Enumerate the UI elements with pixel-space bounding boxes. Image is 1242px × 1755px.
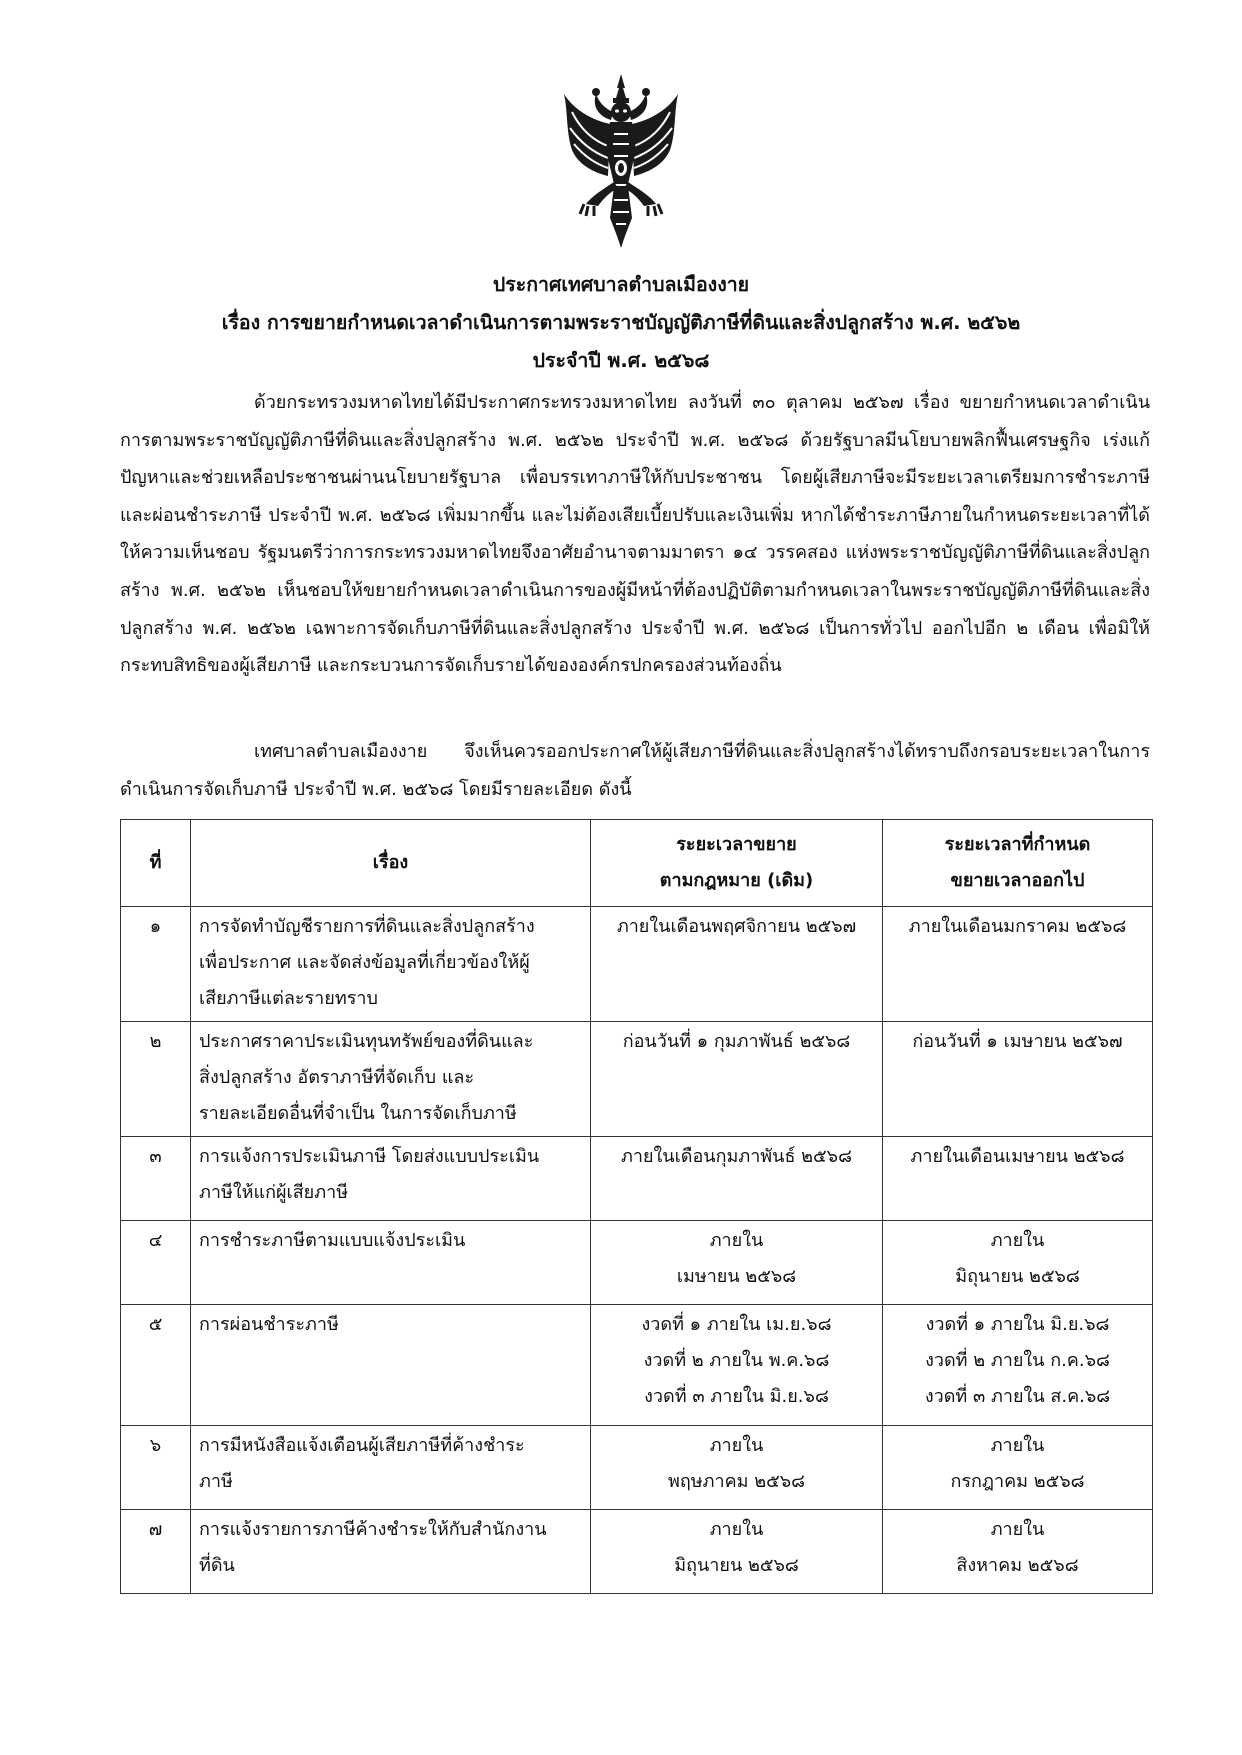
- row-original-line: ภายในเดือนกุมภาพันธ์ ๒๕๖๘: [621, 1146, 852, 1167]
- row-topic: [191, 1022, 591, 1137]
- table-row: [121, 1022, 1153, 1137]
- header-original-period: [591, 820, 883, 907]
- row-original-line: พฤษภาคม ๒๕๖๘: [667, 1471, 806, 1492]
- row-topic: [191, 907, 591, 1022]
- row-original-period: [591, 1510, 883, 1594]
- row-number: ๔: [121, 1221, 191, 1305]
- row-topic: [191, 1221, 591, 1305]
- row-extended-period: [883, 1305, 1153, 1426]
- row-original-period: [591, 1022, 883, 1137]
- body-paragraph-1: [120, 384, 1150, 729]
- row-topic-line: การแจ้งการประเมินภาษี โดยส่งแบบประเมิน: [199, 1146, 540, 1167]
- row-extended-line: กรกฎาคม ๒๕๖๘: [950, 1471, 1085, 1492]
- row-extended-line: งวดที่ ๒ ภายใน ก.ค.๖๘: [925, 1350, 1110, 1371]
- row-topic-line: เสียภาษีแต่ละรายทราบ: [199, 988, 378, 1009]
- row-topic-line: ประกาศราคาประเมินทุนทรัพย์ของที่ดินและ: [199, 1031, 534, 1052]
- announcement-year: ประจำปี พ.ศ. ๒๕๖๘: [532, 349, 710, 372]
- row-topic-line: การจัดทำบัญชีรายการที่ดินและสิ่งปลูกสร้าง: [199, 916, 535, 937]
- schedule-table: [120, 819, 1153, 1594]
- row-extended-period: [883, 1022, 1153, 1137]
- row-original-period: [591, 1221, 883, 1305]
- header-extended-line-2: ขยายเวลาออกไป: [950, 870, 1085, 891]
- header-no: ที่: [121, 820, 191, 907]
- row-topic-line: รายละเอียดอื่นที่จำเป็น ในการจัดเก็บภาษี: [199, 1103, 517, 1124]
- header-extended-line-1: ระยะเวลาที่กำหนด: [944, 834, 1091, 855]
- row-original-period: [591, 1305, 883, 1426]
- table-row: [121, 1221, 1153, 1305]
- table-row: [121, 1137, 1153, 1221]
- row-original-line: ภายใน: [709, 1230, 764, 1251]
- row-original-line: ภายในเดือนพฤศจิกายน ๒๕๖๗: [616, 916, 857, 937]
- row-topic-line: ภาษี: [199, 1471, 233, 1492]
- row-extended-line: งวดที่ ๑ ภายใน มิ.ย.๖๘: [925, 1314, 1110, 1335]
- row-extended-line: สิงหาคม ๒๕๖๘: [956, 1555, 1079, 1576]
- row-extended-line: งวดที่ ๓ ภายใน ส.ค.๖๘: [924, 1386, 1111, 1407]
- row-extended-line: ก่อนวันที่ ๑ เมษายน ๒๕๖๗: [912, 1031, 1123, 1052]
- row-extended-period: [883, 907, 1153, 1022]
- table-row: [121, 907, 1153, 1022]
- row-topic: [191, 1510, 591, 1594]
- row-extended-period: [883, 1221, 1153, 1305]
- row-number: ๕: [121, 1305, 191, 1426]
- row-number: ๒: [121, 1022, 191, 1137]
- row-original-line: งวดที่ ๓ ภายใน มิ.ย.๖๘: [644, 1386, 829, 1407]
- row-extended-line: ภายใน: [990, 1435, 1045, 1456]
- row-original-line: ก่อนวันที่ ๑ กุมภาพันธ์ ๒๕๖๘: [622, 1031, 851, 1052]
- row-original-line: ภายใน: [709, 1519, 764, 1540]
- table-header-row: [121, 820, 1153, 907]
- announcement-title: ประกาศเทศบาลตำบลเมืองงาย: [492, 273, 750, 296]
- body-paragraph-1-text: ด้วยกระทรวงมหาดไทยได้มีประกาศกระทรวงมหาดไทย ลงวันที่ ๓๐ ตุลาคม ๒๕๖๗ เรื่อง ขยายกำหนดเวลาดำเนินการตามพระราชบัญญัติภาษีที่ดินและสิ่งปลูกสร้าง พ.ศ. ๒๕๖๒ ประจำปี พ.ศ. ๒๕๖๘ ด้วยรัฐบาลมีนโยบายพลิกฟื้นเศรษฐกิจ เร่งแก้ปัญหาและช่วยเหลือประชาชนผ่านนโยบายรัฐบาล เพื่อบรรเทาภาษีให้กับประชาชน โดยผู้เสียภาษีจะมีระยะเวลาเตรียมการชำระภาษีและผ่อนชำระภาษี ประจำปี พ.ศ. ๒๕๖๘ เพิ่มมากขึ้น และไม่ต้องเสียเบี้ยปรับและเงินเพิ่ม หากได้ชำระภาษีภายในกำหนดระยะเวลาที่ได้ให้ความเห็นชอบ รัฐมนตรีว่าการกระทรวงมหาดไทยจึงอาศัยอำนาจตามมาตรา ๑๔ วรรคสอง แห่งพระราชบัญญัติภาษีที่ดินและสิ่งปลูกสร้าง พ.ศ. ๒๕๖๒ เห็นชอบให้ขยายกำหนดเวลาดำเนินการของผู้มีหน้าที่ต้องปฏิบัติตามกำหนดเวลาในพระราชบัญญัติภาษีที่ดินและสิ่งปลูกสร้าง พ.ศ. ๒๕๖๒ เฉพาะการจัดเก็บภาษีที่ดินและสิ่งปลูกสร้าง ประจำปี พ.ศ. ๒๕๖๘ เป็นการทั่วไป ออกไปอีก ๒ เดือน เพื่อมิให้กระทบสิทธิของผู้เสียภาษี และกระบวนการจัดเก็บรายได้ขององค์กรปกครองส่วนท้องถิ่น: [120, 392, 1150, 677]
- table-row: [121, 1426, 1153, 1510]
- row-topic-line: สิ่งปลูกสร้าง อัตราภาษีที่จัดเก็บ และ: [199, 1067, 475, 1088]
- row-topic-line: ภาษีให้แก่ผู้เสียภาษี: [199, 1182, 349, 1203]
- row-extended-line: ภายใน: [990, 1519, 1045, 1540]
- row-original-period: [591, 1137, 883, 1221]
- row-number: ๖: [121, 1426, 191, 1510]
- row-topic-line: ที่ดิน: [199, 1555, 235, 1576]
- row-extended-line: ภายในเดือนเมษายน ๒๕๖๘: [910, 1146, 1125, 1167]
- row-original-line: งวดที่ ๑ ภายใน เม.ย.๖๘: [641, 1314, 832, 1335]
- garuda-emblem-icon: [558, 72, 684, 252]
- row-number: ๓: [121, 1137, 191, 1221]
- row-topic: [191, 1426, 591, 1510]
- row-topic-line: การผ่อนชำระภาษี: [199, 1314, 339, 1335]
- row-topic-line: เพื่อประกาศ และจัดส่งข้อมูลที่เกี่ยวข้องให้ผู้: [199, 952, 530, 973]
- row-extended-line: ภายในเดือนมกราคม ๒๕๖๘: [908, 916, 1127, 937]
- row-extended-line: มิถุนายน ๒๕๖๘: [955, 1266, 1080, 1287]
- row-original-line: ภายใน: [709, 1435, 764, 1456]
- row-original-period: [591, 1426, 883, 1510]
- table-row: [121, 1510, 1153, 1594]
- announcement-subject: เรื่อง การขยายกำหนดเวลาดำเนินการตามพระราชบัญญัติภาษีที่ดินและสิ่งปลูกสร้าง พ.ศ. ๒๕๖๒: [221, 311, 1021, 334]
- row-topic: [191, 1305, 591, 1426]
- body-paragraph-2: [120, 733, 1150, 809]
- row-original-line: งวดที่ ๒ ภายใน พ.ค.๖๘: [643, 1350, 830, 1371]
- row-extended-period: [883, 1510, 1153, 1594]
- row-topic-line: การมีหนังสือแจ้งเตือนผู้เสียภาษีที่ค้างชำระ: [199, 1435, 525, 1456]
- row-topic-line: การชำระภาษีตามแบบแจ้งประเมิน: [199, 1230, 466, 1251]
- row-extended-period: [883, 1137, 1153, 1221]
- row-number: ๑: [121, 907, 191, 1022]
- row-original-period: [591, 907, 883, 1022]
- row-original-line: มิถุนายน ๒๕๖๘: [674, 1555, 799, 1576]
- header-original-line-2: ตามกฎหมาย (เดิม): [659, 870, 814, 891]
- row-topic: [191, 1137, 591, 1221]
- header-extended-period: [883, 820, 1153, 907]
- header-original-line-1: ระยะเวลาขยาย: [676, 834, 797, 855]
- header-topic: เรื่อง: [191, 820, 591, 907]
- body-paragraph-2-text: เทศบาลตำบลเมืองงาย จึงเห็นควรออกประกาศให้ผู้เสียภาษีที่ดินและสิ่งปลูกสร้างได้ทราบถึงกรอบระยะเวลาในการดำเนินการจัดเก็บภาษี ประจำปี พ.ศ. ๒๕๖๘ โดยมีรายละเอียด ดังนี้: [120, 741, 1150, 800]
- table-row: [121, 1305, 1153, 1426]
- row-extended-line: ภายใน: [990, 1230, 1045, 1251]
- row-number: ๗: [121, 1510, 191, 1594]
- row-original-line: เมษายน ๒๕๖๘: [676, 1266, 797, 1287]
- row-extended-period: [883, 1426, 1153, 1510]
- row-topic-line: การแจ้งรายการภาษีค้างชำระให้กับสำนักงาน: [199, 1519, 547, 1540]
